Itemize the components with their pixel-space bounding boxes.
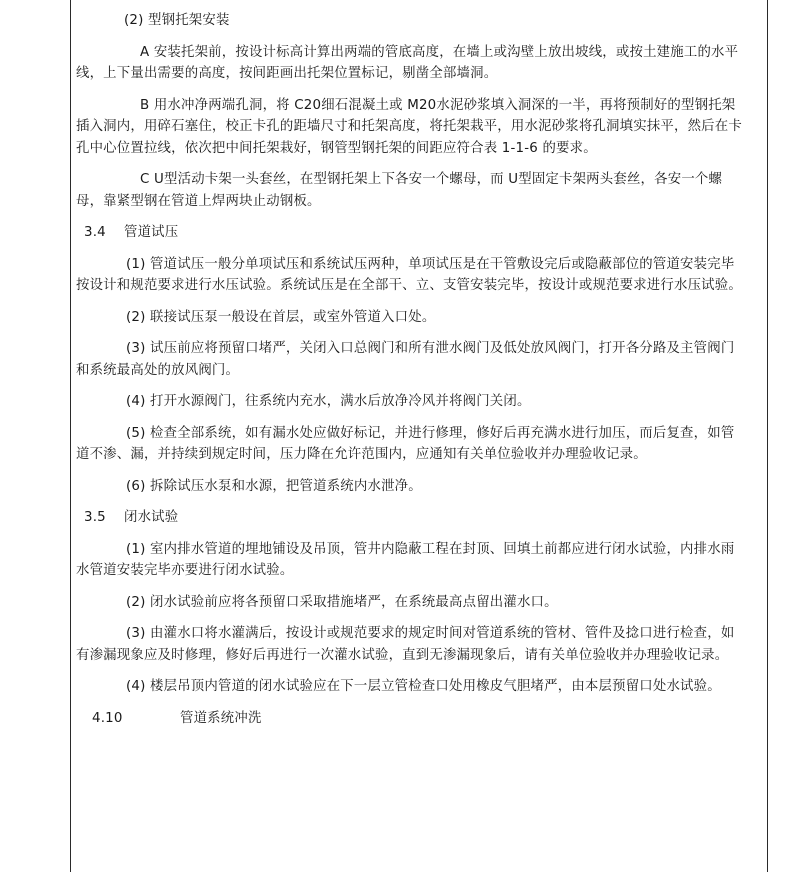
pressure-test-item-3: (3) 试压前应将预留口堵严，关闭入口总阀门和所有泄水阀门及低处放风阀门，打开各分路及主管阀门和系统最高处的放风阀门。	[76, 341, 735, 378]
pressure-test-item-5: (5) 检查全部系统，如有漏水处应做好标记，并进行修理，修好后再充满水进行加压，而后复查，如管道不渗、漏，并持续到规定时间，压力降在允许范围内，应通知有关单位验收并办理验收记录。	[76, 425, 735, 462]
section-number: 4.10	[92, 710, 123, 726]
section-heading-3-4	[84, 222, 746, 244]
closed-water-test-item-1: (1) 室内排水管道的埋地铺设及吊顶，管井内隐蔽工程在封顶、回填土前都应进行闭水试验，内排水雨水管道安装完毕亦要进行闭水试验。	[76, 541, 735, 578]
pressure-test-item-6: (6) 拆除试压水泵和水源，把管道系统内水泄净。	[126, 478, 422, 494]
document-body	[76, 10, 746, 739]
section-number: 3.5	[84, 510, 106, 525]
section-heading-4-10	[92, 708, 746, 730]
page-border-right	[767, 0, 768, 872]
closed-water-test-item-4: (4) 楼层吊顶内管道的闭水试验应在下一层立管检查口处用橡皮气胆堵严，由本层预留口处水试验。	[126, 679, 721, 694]
closed-water-test-item-3: (3) 由灌水口将水灌满后，按设计或规范要求的规定时间对管道系统的管材、管件及捻口进行检查，如有渗漏现象应及时修理，修好后再进行一次灌水试验，直到无渗漏现象后，请有关单位验收并办理验收记录。	[76, 626, 735, 663]
section-title: 闭水试验	[124, 510, 179, 525]
section-heading-3-5	[84, 507, 746, 529]
section-title: 管道试压	[124, 225, 179, 240]
section-title: 管道系统冲洗	[180, 710, 262, 726]
section-number: 3.4	[84, 225, 106, 240]
pressure-test-item-4: (4) 打开水源阀门，往系统内充水，满水后放净冷风并将阀门关闭。	[126, 394, 531, 409]
pressure-test-item-2: (2) 联接试压泵一般设在首层，或室外管道入口处。	[126, 309, 436, 325]
paragraph-a: A 安装托架前，按设计标高计算出两端的管底高度，在墙上或沟壁上放出坡线，或按土建施工的水平线，上下量出需要的高度，按间距画出托架位置标记，剔凿全部墙洞。	[76, 44, 739, 81]
subheading-steel-bracket: (2) 型钢托架安装	[124, 13, 230, 28]
paragraph-c: C U型活动卡架一头套丝，在型钢托架上下各安一个螺母，而 U型固定卡架两头套丝，各安一个螺母，靠紧型钢在管道上焊两块止动钢板。	[76, 172, 723, 209]
paragraph-b: B 用水冲净两端孔洞，将 C20细石混凝土或 M20水泥砂浆填入洞深的一半，再将预制好的型钢托架插入洞内，用碎石塞住，校正卡孔的距墙尺寸和托架高度，将托架栽平，用水泥砂浆将孔洞填实抹平，然后在卡孔中心位置拉线，依次把中间托架栽好，钢管型钢托架的间距应符合表 1-1-6 的要求。	[76, 97, 742, 156]
page-border-left	[70, 0, 71, 872]
closed-water-test-item-2: (2) 闭水试验前应将各预留口采取措施堵严，在系统最高点留出灌水口。	[126, 594, 558, 610]
pressure-test-item-1: (1) 管道试压一般分单项试压和系统试压两种，单项试压是在干管敷设完后或隐蔽部位的管道安装完毕按设计和规范要求进行水压试验。系统试压是在全部干、立、支管安装完毕，按设计或规范要求进行水压试验。	[76, 256, 742, 293]
